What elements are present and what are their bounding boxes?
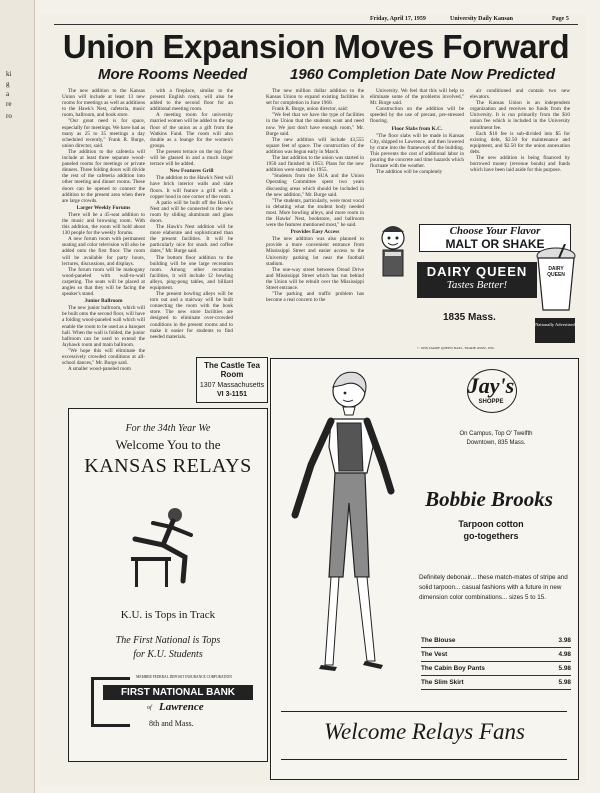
article-column-3	[266, 88, 364, 366]
folio-rule	[54, 24, 578, 25]
bank-of: of	[147, 705, 152, 711]
item-name: The Vest	[421, 651, 448, 658]
paragraph: The last addition to the union was started in 1950 and finished in 1953. Plans for the new addition were started in 1955.	[266, 155, 364, 174]
paragraph: The new addition was also planned to provide a more convenient entrance from Mississippi Street and easier access to the University parking lot near the football stadium.	[266, 236, 364, 267]
bank-for-year: For the 34th Year We	[125, 423, 211, 434]
jays-description: Definitely debonair... these match-mates of stripe and solid tarpoon... casual fashions with a future in new dimension color combinations... sizes 5 to 15.	[419, 574, 568, 601]
jays-tag-1: Tarpoon cotton	[458, 519, 524, 529]
item-price: 5.98	[558, 665, 571, 672]
bank-relays: KANSAS RELAYS	[84, 455, 252, 477]
price-list	[421, 635, 571, 690]
item-price: 3.98	[558, 637, 571, 644]
paragraph: The new addition is being financed by borrowed money (revenue bonds) and funds which have been laid aside for this purpose.	[470, 155, 570, 174]
bank-city: Lawrence	[159, 701, 204, 713]
cup-label	[537, 266, 575, 278]
paragraph: "Students from the SUA and the Union Operating Committee spent two years discussing areas which should be included in the new addition," Mr. Burge said.	[266, 173, 364, 198]
adjacent-page-edge	[0, 0, 35, 793]
paragraph: with a fireplace, similar to the present English room, will also be added to the second floor for an additional meeting room.	[150, 88, 233, 113]
bank-for-students: for K.U. Students	[133, 649, 203, 660]
paragraph: "The floor slabs will be made in Kansas City, shipped to Lawrence, and then lowered by crane into the framework of the building. This prevents the cost of additional labor in pouring the concrete and time hazards which fluctuate with the weather.	[370, 132, 464, 170]
paragraph: Construction on the addition will be speeded by the use of precast, pre-stressed flooring.	[370, 106, 464, 125]
main-headline: Union Expansion Moves Forward	[62, 28, 570, 65]
jays-location-2: Downtown, 835 Mass.	[466, 440, 526, 446]
malt-cup-icon	[535, 244, 577, 314]
paragraph: "Our great need is for space, especially for meetings. We have had as many as 25 to 35 meetings a day scheduled recently," Frank R. Burge, union director, said.	[62, 118, 145, 149]
jays-shoppe: SHOPPE	[478, 399, 504, 405]
fashion-model-illustration	[287, 365, 399, 697]
paragraph: The new addition to the Kansas Union will include at least 13 new rooms for meetings as well as additions to the Hawk's Nest, cafeteria, music room, ballroom, and book store.	[62, 88, 145, 119]
edge-fragment: g	[6, 80, 10, 88]
paragraph: The addition to the cafeteria will include at least three separate wood-paneled rooms for meetings or private dinners. Three folding doors will divide the rest of the cafeteria addition into other meeting and dinner rooms. These doors can be opened to connect the addition to the present area when there are large crowds.	[62, 148, 145, 204]
price-row	[421, 662, 571, 676]
folio-paper: University Daily Kansan	[450, 16, 514, 22]
castle-address: 1307 Massachusetts	[199, 382, 265, 389]
cartoon-kid-illustration	[373, 222, 415, 282]
article-column-4	[370, 88, 464, 213]
paragraph: A new forum room with permanent seating and color television will also be added onto the first floor. The room will be available for party hours, lectures, discussions, and displays.	[62, 236, 145, 267]
paragraph: air conditioned and contain two new elevators.	[470, 88, 570, 101]
edge-fragment: ro	[6, 112, 12, 120]
newspaper-page	[40, 14, 586, 786]
paragraph: Frank R. Burge, union director, said:	[272, 106, 349, 113]
paragraph: There will be a 45-seat addition to the music and browsing room. With this addition, the room will hold about 130 people for the weekly forums.	[62, 211, 145, 237]
folio-date: Friday, April 17, 1959	[370, 16, 426, 22]
edge-fragment: a	[6, 90, 10, 98]
dq-copyright: © 1958, DAIRY QUEEN NATL. TRADE ASSN., INC.	[417, 346, 496, 350]
jays-location-1: On Campus, Top O' Twelfth	[459, 431, 533, 437]
dq-logo-banner	[417, 262, 537, 298]
item-price: 4.98	[558, 651, 571, 658]
bank-name: FIRST NATIONAL BANK	[103, 685, 253, 700]
paragraph: The Hawk's Nest addition will be more elaborate and sophisticated than the present facilities. It will be particularly nice for snack and coffee dates," Mr. Burge said.	[150, 224, 233, 255]
castle-name: The Castle Tea Room	[204, 361, 260, 379]
folio-page: Page 5	[552, 16, 569, 22]
paragraph: University. We feel that this will help to eliminate some of the problems involved," Mr. Burge said.	[370, 88, 464, 107]
edge-fragment: ki	[6, 70, 12, 78]
item-name: The Cabin Boy Pants	[421, 665, 485, 672]
paragraph: The new junior ballroom, which will be built onto the second floor, will have a folding wood-paneled wall which will enable the room to be used as a banquet hall. When the wall is folded, the junior ballroom can be used to extend the Jayhawk room and main ballroom.	[62, 305, 145, 348]
dq-brand: DAIRY QUEEN	[426, 264, 528, 279]
paragraph: The addition will be completely	[376, 169, 443, 176]
hurdler-illustration	[123, 501, 209, 593]
paragraph: The new addition will include 43,555 square feet of space. The construction of the addition was begun early in March.	[266, 136, 364, 155]
price-row	[421, 648, 571, 662]
dairy-queen-ad	[373, 218, 577, 358]
paragraph: "We hope this will eliminate the excessively crowded conditions at all-school dances," Mr. Burge said.	[62, 347, 145, 367]
paragraph: "We feel that we have the type of facilities in the Union that the students want and need now. We just don't have enough room," Mr. Burge said.	[266, 112, 364, 137]
paragraph: A meeting room for university married women will be added to the top floor of the union as a gift from the Watkins Fund. The room will also double as a lounge for the women's groups.	[150, 112, 233, 149]
item-name: The Blouse	[421, 637, 456, 644]
paragraph: A patio will be built off the Hawk's Nest and will be connected to the new room by sliding aluminum and glass doors.	[150, 199, 233, 224]
bank-tops-track: K.U. is Tops in Track	[120, 609, 216, 621]
first-national-bank-ad	[68, 408, 268, 762]
bank-welcome: Welcome You to the	[115, 437, 221, 452]
castle-tea-room-ad	[196, 357, 268, 403]
bank-fdic: MEMBER FEDERAL DEPOSIT INSURANCE CORPORATION	[136, 675, 232, 679]
article-column-5	[470, 88, 570, 213]
jays-logo: Jay's	[467, 373, 515, 398]
bank-address: 8th and Mass.	[149, 719, 194, 728]
deck-left: More Rooms Needed	[98, 66, 248, 83]
paragraph: The one-way street between Oread Drive and Mississippi Street which has run behind the Union will be rebuilt over the Mississippi Street entrance.	[266, 266, 364, 291]
paragraph: The present terrace on the top floor will be glassed in and a much larger terrace will be added.	[150, 148, 233, 168]
choose-flavor-text: Choose Your Flavor	[449, 225, 541, 237]
paragraph: The bottom floor addition to the building will be one large recreation room. Among other recreation facilities, it will include 12 bowling alleys, ping-pong tables, and billiard equipment.	[150, 254, 233, 291]
subhead: Junior Ballroom	[84, 298, 123, 305]
subhead: Floor Slabs from K.C.	[391, 125, 443, 132]
deck-right: 1960 Completion Date Now Predicted	[290, 66, 556, 83]
cup-label-line: QUEEN	[547, 272, 565, 278]
paragraph: The present bowling alleys will be torn out and a stairway will be built connecting the room with the book store. The new store facilities are designed to eliminate over-crowded conditions in the present rooms and to make it easier for students to find needed materials.	[150, 291, 233, 340]
paragraph: "The parking and traffic problem has become a real concern to the	[266, 291, 364, 304]
malt-shake-text: MALT OR SHAKE	[445, 237, 545, 251]
dq-address: 1835 Mass.	[443, 312, 496, 323]
castle-phone: VI 3-1151	[217, 391, 247, 398]
paragraph: The forum room will be mahogany wood-paneled with wall-to-wall carpeting. The seats will be placed at angles so that they will be facing the speaker's stand.	[62, 266, 145, 298]
subhead: New Features Grill	[169, 168, 214, 175]
item-price: 5.98	[558, 679, 571, 686]
subhead: Provides Easy Access	[290, 229, 340, 236]
paragraph: A smaller wood-paneled room	[68, 366, 131, 373]
paragraph: The new million dollar addition to the Kansas Union to expand existing facilities is set for completion in June 1960.	[266, 88, 364, 107]
edge-fragment: re	[6, 100, 12, 108]
article-column-1	[62, 88, 145, 418]
paragraph: Each $10 fee is sub-divided into $5 for existing debt, $2.50 for maintenance and equipment, and $2.50 for the union annexation debt.	[470, 130, 570, 155]
item-name: The Slim Skirt	[421, 679, 464, 686]
paragraph: The Kansas Union is an independent organization and receives no funds from the University. It is run primarily from the $10 union fee which is included in the University enrollment fee.	[470, 100, 570, 131]
paragraph: The addition to the Hawk's Nest will have brick interior walls and slate floors. It will feature a grill with a copper hood in one corner of the room.	[150, 175, 233, 200]
cup-label-line: DAIRY	[548, 266, 564, 272]
dq-tastes: Tastes Better!	[446, 279, 508, 291]
nationally-advertised-badge: Nationally Advertised	[535, 318, 575, 343]
subhead: Larger Weekly Forums	[76, 204, 131, 211]
jays-shoppe-ad	[270, 358, 579, 780]
price-row	[421, 676, 571, 690]
paragraph: "The students, particularly, were most vocal in debating what the student body needed most. More bowling alleys, and more room in the Hawks' Nest, bookstore, and ballroom were the features mentioned most," he said.	[266, 197, 364, 229]
article-column-2	[150, 88, 233, 368]
welcome-relays-fans: Welcome Relays Fans	[324, 719, 525, 744]
bank-first-tops: The First National is Tops	[115, 635, 221, 646]
jays-tag-2: go-togethers	[463, 531, 519, 541]
bobbie-brooks-brand: Bobbie Brooks	[425, 487, 553, 511]
price-row	[421, 635, 571, 648]
